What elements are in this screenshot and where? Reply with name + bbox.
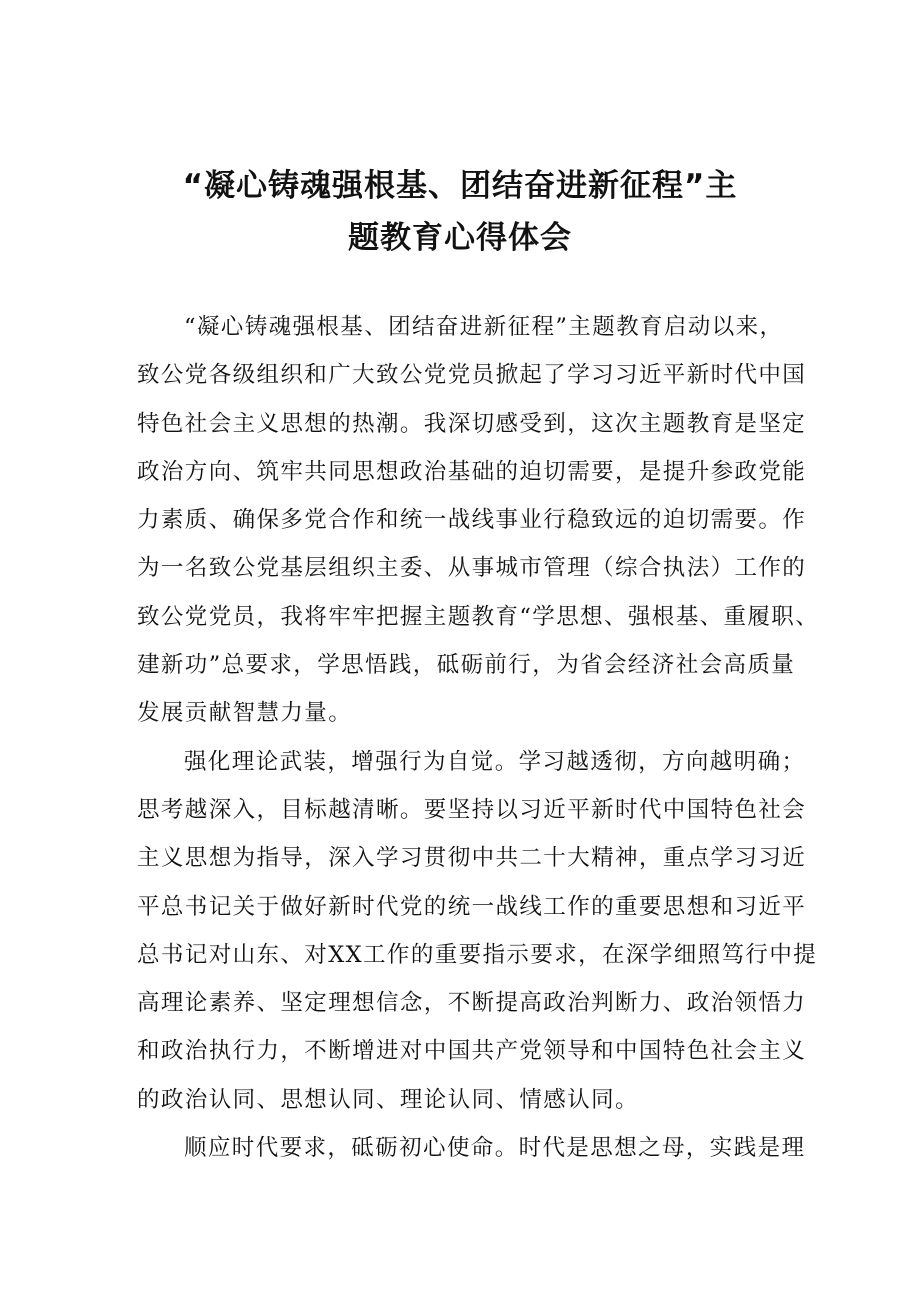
paragraph-line: 顺应时代要求，砥砺初心使命。时代是思想之母，实践是理 (184, 1135, 806, 1162)
paragraph-line: 平总书记关于做好新时代党的统一战线工作的重要思想和习近平 (137, 893, 807, 920)
paragraph-1 (137, 303, 820, 738)
paragraph-line: 政治方向、筑牢共同思想政治基础的迫切需要，是提升参政党能 (137, 458, 807, 485)
paragraph-line: 发展贡献智慧力量。 (137, 700, 353, 727)
paragraph-line: 力素质、确保多党合作和统一战线事业行稳致远的迫切需要。作 (137, 507, 807, 534)
document-body (137, 303, 820, 1172)
title-line-1: “凝心铸魂强根基、团结奋进新征程”主 (182, 168, 738, 204)
paragraph-line: 主义思想为指导，深入学习贯彻中共二十大精神，重点学习习近 (137, 845, 807, 872)
paragraph-line: 致公党各级组织和广大致公党党员掀起了学习习近平新时代中国 (137, 362, 807, 389)
paragraph-line: 和政治执行力，不断增进对中国共产党领导和中国特色社会主义 (137, 1038, 807, 1065)
paragraph-line: “凝心铸魂强根基、团结奋进新征程”主题教育启动以来， (184, 314, 784, 340)
paragraph-3 (137, 1124, 817, 1172)
paragraph-line: 的政治认同、思想认同、理论认同、情感认同。 (137, 1086, 639, 1113)
paragraph-line: 致公党党员，我将牢牢把握主题教育“学思想、强根基、重履职、 (137, 603, 820, 630)
paragraph-line: 特色社会主义思想的热潮。我深切感受到，这次主题教育是坚定 (137, 410, 807, 437)
paragraph-line: 思考越深入，目标越清晰。要坚持以习近平新时代中国特色社会 (137, 796, 807, 823)
document-title (120, 160, 800, 264)
paragraph-line: 为一名致公党基层组织主委、从事城市管理（综合执法）工作的 (137, 555, 807, 582)
paragraph-line: 总书记对山东、对XX工作的重要指示要求，在深学细照笃行中提 (137, 941, 818, 968)
paragraph-2 (137, 738, 817, 1124)
paragraph-line: 高理论素养、坚定理想信念，不断提高政治判断力、政治领悟力 (137, 990, 807, 1017)
title-line-2: 题教育心得体会 (348, 220, 572, 256)
paragraph-line: 建新功”总要求，学思悟践，砥砺前行，为省会经济社会高质量 (137, 652, 796, 679)
paragraph-line: 强化理论武装，增强行为自觉。学习越透彻，方向越明确； (184, 748, 806, 775)
